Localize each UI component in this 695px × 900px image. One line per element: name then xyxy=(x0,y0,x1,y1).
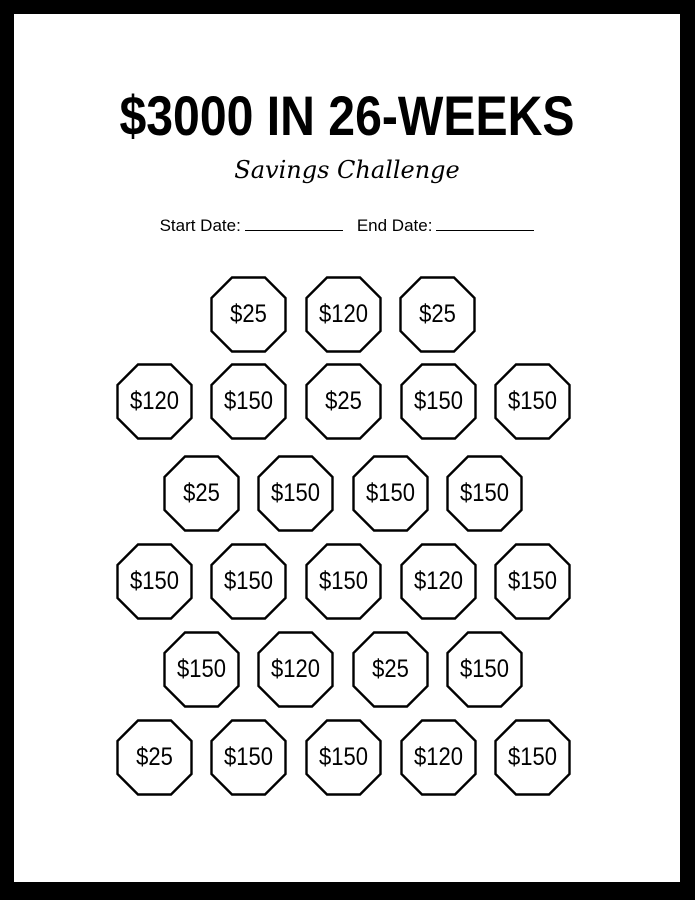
worksheet-page xyxy=(14,14,680,882)
savings-week-badge[interactable] xyxy=(116,719,193,796)
savings-amount: $150 xyxy=(319,567,368,595)
savings-amount: $150 xyxy=(414,387,463,415)
savings-week-badge[interactable] xyxy=(494,363,571,440)
savings-amount: $150 xyxy=(508,567,557,595)
savings-amount: $25 xyxy=(136,743,173,771)
savings-amount: $150 xyxy=(224,567,273,595)
savings-amount: $120 xyxy=(130,387,179,415)
savings-week-badge[interactable] xyxy=(446,455,523,532)
savings-week-badge[interactable] xyxy=(305,719,382,796)
start-date-label: Start Date: xyxy=(159,216,241,235)
savings-amount: $150 xyxy=(130,567,179,595)
savings-week-badge[interactable] xyxy=(210,719,287,796)
savings-amount: $120 xyxy=(271,655,320,683)
savings-week-badge[interactable] xyxy=(400,543,477,620)
savings-week-badge[interactable] xyxy=(163,631,240,708)
savings-amount: $150 xyxy=(460,479,509,507)
savings-amount: $150 xyxy=(460,655,509,683)
savings-week-badge[interactable] xyxy=(116,543,193,620)
savings-amount: $25 xyxy=(372,655,409,683)
savings-week-badge[interactable] xyxy=(399,276,476,353)
page-subtitle: Savings Challenge xyxy=(234,156,460,184)
savings-amount: $150 xyxy=(366,479,415,507)
savings-amount: $120 xyxy=(414,567,463,595)
savings-week-badge[interactable] xyxy=(116,363,193,440)
savings-week-badge[interactable] xyxy=(305,543,382,620)
savings-week-badge[interactable] xyxy=(210,276,287,353)
savings-week-badge[interactable] xyxy=(210,363,287,440)
savings-week-badge[interactable] xyxy=(352,455,429,532)
savings-amount: $120 xyxy=(319,300,368,328)
savings-week-badge[interactable] xyxy=(210,543,287,620)
savings-amount: $120 xyxy=(414,743,463,771)
savings-week-badge[interactable] xyxy=(305,276,382,353)
savings-amount: $25 xyxy=(419,300,456,328)
savings-week-badge[interactable] xyxy=(257,631,334,708)
savings-amount: $150 xyxy=(224,743,273,771)
savings-tracker-grid xyxy=(14,14,680,882)
savings-amount: $150 xyxy=(224,387,273,415)
savings-amount: $25 xyxy=(325,387,362,415)
savings-week-badge[interactable] xyxy=(257,455,334,532)
savings-week-badge[interactable] xyxy=(494,719,571,796)
savings-week-badge[interactable] xyxy=(446,631,523,708)
end-date-label: End Date: xyxy=(356,216,433,235)
savings-week-badge[interactable] xyxy=(400,363,477,440)
savings-week-badge[interactable] xyxy=(352,631,429,708)
savings-week-badge[interactable] xyxy=(400,719,477,796)
savings-week-badge[interactable] xyxy=(494,543,571,620)
savings-week-badge[interactable] xyxy=(163,455,240,532)
savings-amount: $150 xyxy=(177,655,226,683)
savings-amount: $25 xyxy=(230,300,267,328)
savings-amount: $150 xyxy=(271,479,320,507)
savings-amount: $150 xyxy=(508,743,557,771)
page-title: $3000 IN 26-WEEKS xyxy=(119,84,575,147)
savings-amount: $150 xyxy=(508,387,557,415)
savings-amount: $150 xyxy=(319,743,368,771)
savings-week-badge[interactable] xyxy=(305,363,382,440)
savings-amount: $25 xyxy=(183,479,220,507)
